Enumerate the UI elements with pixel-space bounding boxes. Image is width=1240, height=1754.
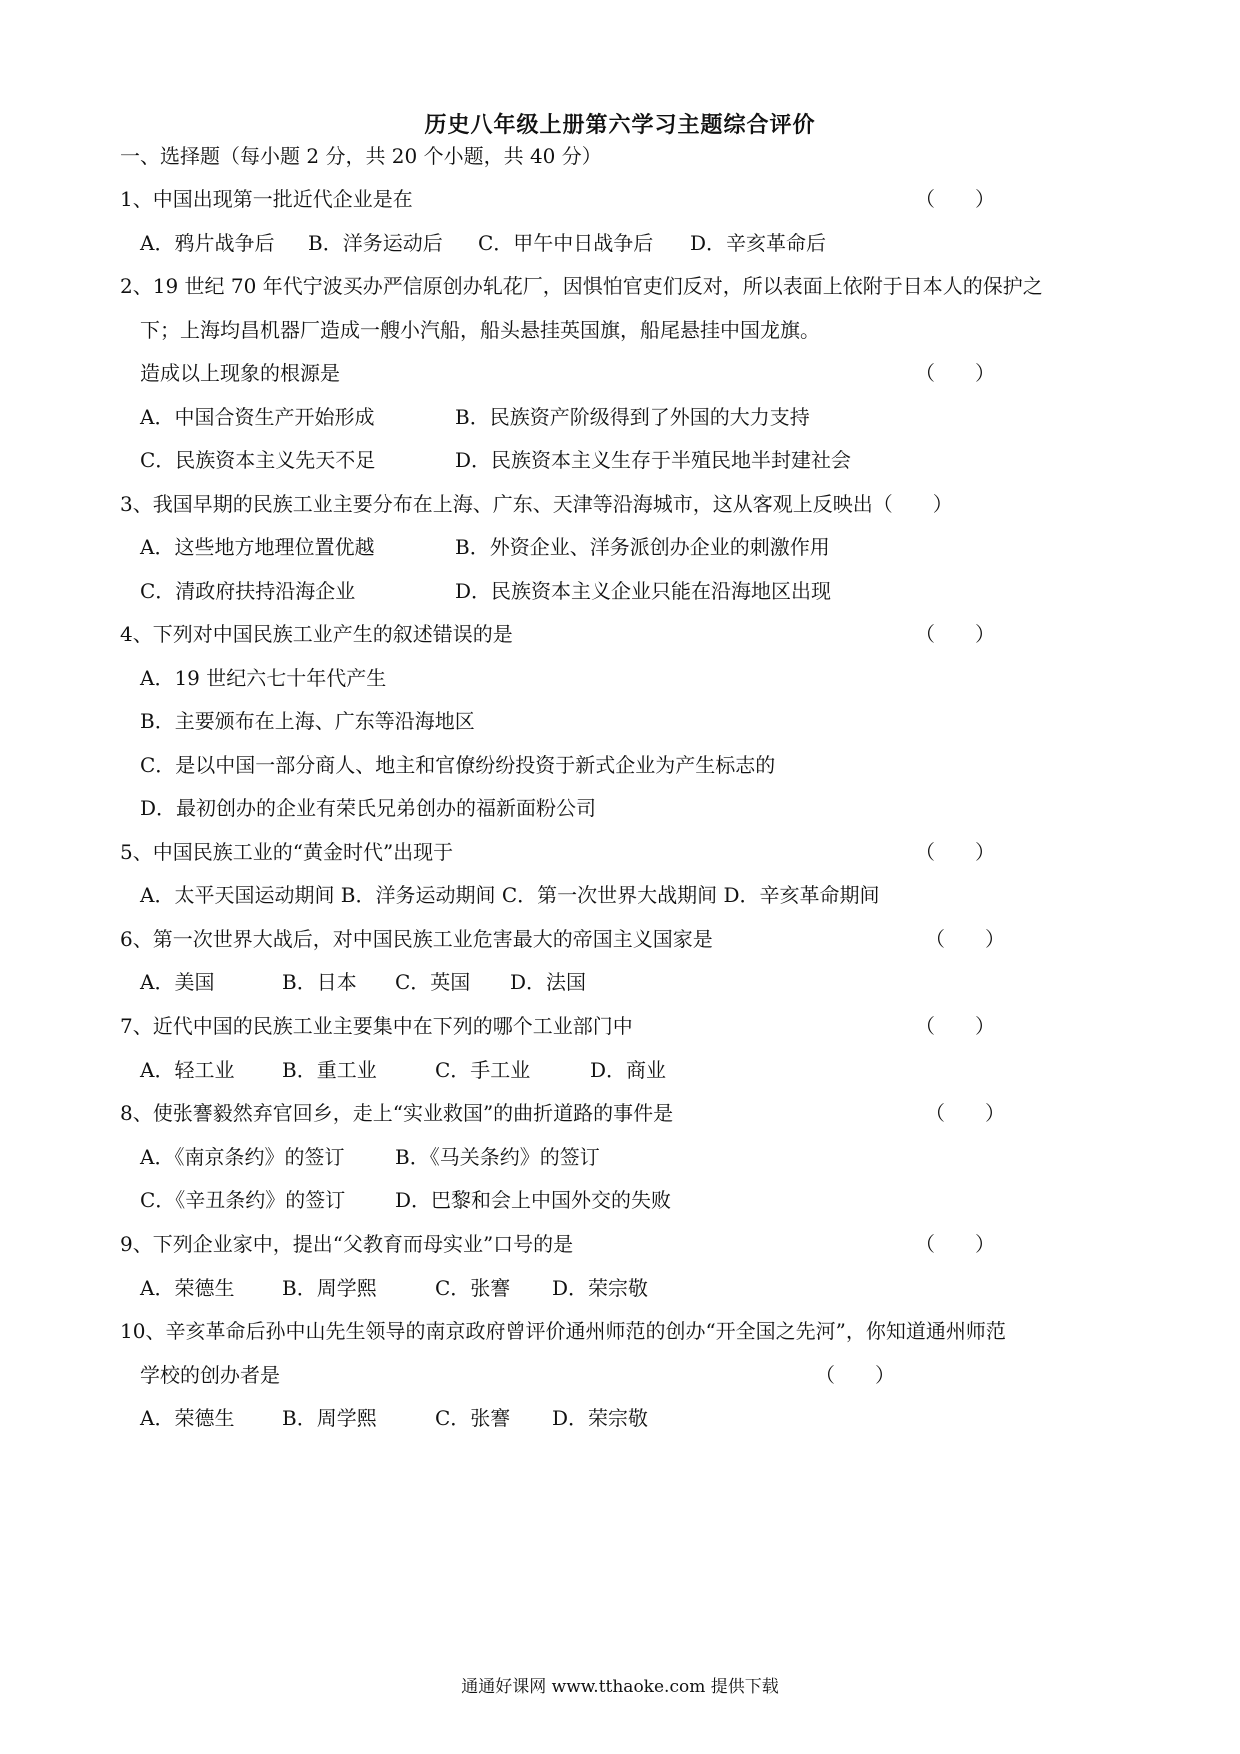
question-10-stem-line-1: 10、辛亥革命后孙中山先生领导的南京政府曾评价通州师范的创办“开全国之先河”，你知道通州师范 bbox=[120, 1319, 1006, 1343]
answer-paren-7: （ ） bbox=[915, 1014, 995, 1038]
question-1-option-b: B．洋务运动后 bbox=[308, 231, 443, 255]
question-10-option-a: A．荣德生 bbox=[140, 1406, 235, 1430]
question-6-stem: 6、第一次世界大战后，对中国民族工业危害最大的帝国主义国家是 bbox=[120, 927, 713, 951]
question-2-option-b: B．民族资产阶级得到了外国的大力支持 bbox=[455, 405, 810, 429]
question-7-option-c: C．手工业 bbox=[435, 1058, 531, 1082]
question-3-option-c: C．清政府扶持沿海企业 bbox=[140, 579, 356, 603]
page-title: 历史八年级上册第六学习主题综合评价 bbox=[424, 112, 816, 138]
question-8-option-b: B．《马关条约》的签订 bbox=[395, 1145, 600, 1169]
question-3-option-b: B．外资企业、洋务派创办企业的刺激作用 bbox=[455, 535, 830, 559]
question-3-option-d: D．民族资本主义企业只能在沿海地区出现 bbox=[455, 579, 832, 603]
question-1-option-a: A．鸦片战争后 bbox=[140, 231, 275, 255]
answer-paren-2: （ ） bbox=[915, 361, 995, 385]
answer-paren-1: （ ） bbox=[915, 187, 995, 211]
answer-paren-5: （ ） bbox=[915, 840, 995, 864]
question-3-stem: 3、我国早期的民族工业主要分布在上海、广东、天津等沿海城市，这从客观上反映出（ ） bbox=[120, 492, 953, 516]
question-8-option-a: A．《南京条约》的签订 bbox=[140, 1145, 345, 1169]
question-6-option-d: D．法国 bbox=[510, 970, 587, 994]
question-6-option-c: C．英国 bbox=[395, 970, 471, 994]
question-6-option-a: A．美国 bbox=[140, 970, 215, 994]
question-10-option-d: D．荣宗敬 bbox=[552, 1406, 649, 1430]
answer-paren-6: （ ） bbox=[925, 927, 1005, 951]
question-2-option-d: D．民族资本主义生存于半殖民地半封建社会 bbox=[455, 448, 852, 472]
question-2-stem-line-3: 造成以上现象的根源是 bbox=[140, 361, 340, 385]
question-4-option-d: D．最初创办的企业有荣氏兄弟创办的福新面粉公司 bbox=[140, 796, 597, 820]
question-7-option-a: A．轻工业 bbox=[140, 1058, 235, 1082]
question-8-option-c: C．《辛丑条约》的签订 bbox=[140, 1188, 346, 1212]
question-9-option-d: D．荣宗敬 bbox=[552, 1276, 649, 1300]
question-9-stem: 9、下列企业家中，提出“父教育而母实业”口号的是 bbox=[120, 1232, 574, 1256]
question-1-stem: 1、中国出现第一批近代企业是在 bbox=[120, 187, 413, 211]
page-footer: 通通好课网 www.tthaoke.com 提供下载 bbox=[461, 1677, 779, 1697]
question-4-option-b: B．主要颁布在上海、广东等沿海地区 bbox=[140, 709, 475, 733]
question-1-option-c: C．甲午中日战争后 bbox=[478, 231, 654, 255]
question-8-stem: 8、使张謇毅然弃官回乡，走上“实业救国”的曲折道路的事件是 bbox=[120, 1101, 674, 1125]
question-10-option-c: C．张謇 bbox=[435, 1406, 511, 1430]
question-5-options: A．太平天国运动期间 B．洋务运动期间 C．第一次世界大战期间 D．辛亥革命期间 bbox=[140, 883, 880, 907]
answer-paren-10: （ ） bbox=[815, 1363, 895, 1387]
question-2-stem-line-1: 2、19 世纪 70 年代宁波买办严信原创办轧花厂，因惧怕官吏们反对，所以表面上依附于日本人的保护之 bbox=[120, 274, 1043, 298]
question-9-option-a: A．荣德生 bbox=[140, 1276, 235, 1300]
answer-paren-4: （ ） bbox=[915, 622, 995, 646]
question-5-stem: 5、中国民族工业的“黄金时代”出现于 bbox=[120, 840, 454, 864]
answer-paren-8: （ ） bbox=[925, 1101, 1005, 1125]
question-10-stem-line-2: 学校的创办者是 bbox=[140, 1363, 280, 1387]
question-7-stem: 7、近代中国的民族工业主要集中在下列的哪个工业部门中 bbox=[120, 1014, 633, 1038]
question-4-option-a: A．19 世纪六七十年代产生 bbox=[140, 666, 387, 690]
answer-paren-9: （ ） bbox=[915, 1232, 995, 1256]
question-7-option-b: B．重工业 bbox=[282, 1058, 377, 1082]
question-2-option-c: C．民族资本主义先天不足 bbox=[140, 448, 376, 472]
question-4-option-c: C．是以中国一部分商人、地主和官僚纷纷投资于新式企业为产生标志的 bbox=[140, 753, 776, 777]
question-4-stem: 4、下列对中国民族工业产生的叙述错误的是 bbox=[120, 622, 513, 646]
question-9-option-c: C．张謇 bbox=[435, 1276, 511, 1300]
question-2-stem-line-2: 下；上海均昌机器厂造成一艘小汽船，船头悬挂英国旗，船尾悬挂中国龙旗。 bbox=[140, 318, 820, 342]
question-6-option-b: B．日本 bbox=[282, 970, 357, 994]
question-7-option-d: D．商业 bbox=[590, 1058, 667, 1082]
question-9-option-b: B．周学熙 bbox=[282, 1276, 377, 1300]
question-2-option-a: A．中国合资生产开始形成 bbox=[140, 405, 375, 429]
question-3-option-a: A．这些地方地理位置优越 bbox=[140, 535, 375, 559]
question-8-option-d: D．巴黎和会上中国外交的失败 bbox=[395, 1188, 672, 1212]
question-1-option-d: D．辛亥革命后 bbox=[690, 231, 827, 255]
section-heading: 一、选择题（每小题 2 分，共 20 个小题，共 40 分） bbox=[120, 144, 602, 168]
question-10-option-b: B．周学熙 bbox=[282, 1406, 377, 1430]
